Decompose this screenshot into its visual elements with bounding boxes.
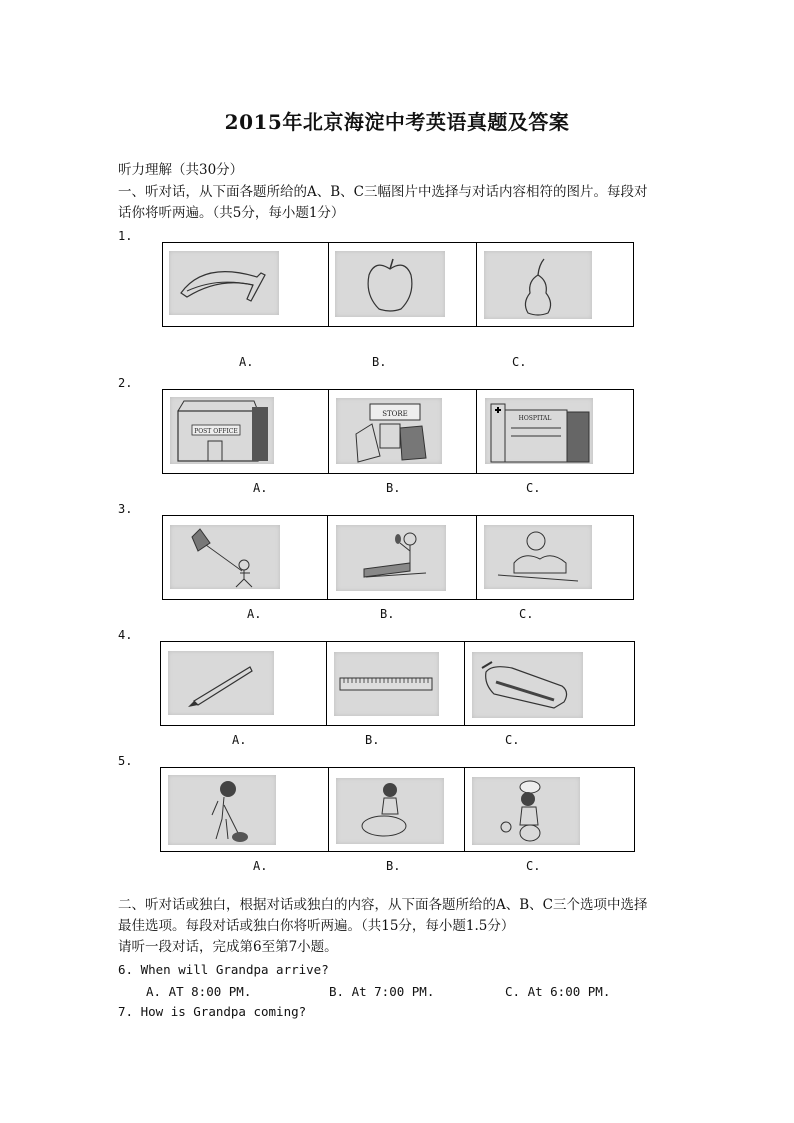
part2-instruction-line1: 二、听对话或独白，根据对话或独白的内容，从下面各题所给的A、B、C三个选项中选择 xyxy=(118,897,648,913)
option-label-a: A. xyxy=(247,607,262,621)
question-number: 1. xyxy=(118,229,133,243)
option-c: C. At 6:00 PM. xyxy=(505,984,611,999)
part1-instruction-line2: 话你将听两遍。（共5分，每小题1分） xyxy=(118,205,345,221)
question-4-picture-grid xyxy=(160,641,635,726)
option-label-b: B. xyxy=(365,733,380,747)
question-2-picture-grid xyxy=(162,389,634,474)
option-cell-b xyxy=(329,768,464,851)
option-label-a: A. xyxy=(253,859,268,873)
option-label-b: B. xyxy=(386,481,401,495)
option-label-c: C. xyxy=(526,481,541,495)
banana-picture xyxy=(169,251,279,315)
apple-picture xyxy=(335,251,445,317)
option-cell-c xyxy=(477,390,633,473)
option-a: A. AT 8:00 PM. xyxy=(146,984,252,999)
option-cell-a xyxy=(161,642,327,725)
option-label-a: A. xyxy=(239,355,254,369)
option-label-a: A. xyxy=(232,733,247,747)
page-title: 2015年北京海淀中考英语真题及答案 xyxy=(224,110,570,134)
option-label-c: C. xyxy=(526,859,541,873)
option-label-c: C. xyxy=(505,733,520,747)
option-cell-c xyxy=(465,768,634,851)
question-number: 4. xyxy=(118,628,133,642)
option-cell-c xyxy=(465,642,634,725)
part2-sub-instruction: 请听一段对话，完成第6至第7小题。 xyxy=(118,939,338,955)
option-label-b: B. xyxy=(386,859,401,873)
question-6 xyxy=(118,962,329,977)
pencil-picture xyxy=(168,651,274,715)
pear-picture xyxy=(484,251,592,319)
option-cell-a xyxy=(161,768,329,851)
reading-picture xyxy=(484,525,592,589)
pencil-case-picture xyxy=(472,652,583,718)
kite-flying-picture xyxy=(170,525,280,589)
option-cell-a xyxy=(163,516,328,599)
option-label-c: C. xyxy=(512,355,527,369)
cooking-picture xyxy=(472,777,580,845)
question-text: When will Grandpa arrive? xyxy=(140,962,329,977)
option-cell-b xyxy=(327,642,464,725)
question-number: 2. xyxy=(118,376,133,390)
hospital-picture xyxy=(485,398,593,464)
post-office-picture xyxy=(170,397,274,464)
question-number: 3. xyxy=(118,502,133,516)
question-5-picture-grid xyxy=(160,767,635,852)
option-cell-a xyxy=(163,243,329,326)
option-label-b: B. xyxy=(380,607,395,621)
question-text: How is Grandpa coming? xyxy=(140,1004,307,1019)
option-cell-b xyxy=(328,516,476,599)
store-picture xyxy=(336,398,442,464)
section-heading: 听力理解（共30分） xyxy=(118,162,244,178)
ruler-picture xyxy=(334,652,439,716)
option-cell-c xyxy=(477,516,633,599)
question-number: 7. xyxy=(118,1004,134,1019)
svg-text:POST OFFICE: POST OFFICE xyxy=(194,428,238,435)
option-b: B. At 7:00 PM. xyxy=(329,984,435,999)
question-number: 6. xyxy=(118,962,134,977)
option-label-b: B. xyxy=(372,355,387,369)
sweeping-picture xyxy=(168,775,276,845)
svg-text:HOSPITAL: HOSPITAL xyxy=(518,415,552,422)
option-cell-c xyxy=(477,243,633,326)
question-7 xyxy=(118,1004,306,1019)
part2-instruction-line2: 最佳选项。每段对话或独白你将听两遍。（共15分，每小题1.5分） xyxy=(118,918,515,934)
ping-pong-picture xyxy=(336,525,446,591)
part1-instruction-line1: 一、听对话，从下面各题所给的A、B、C三幅图片中选择与对话内容相符的图片。每段对 xyxy=(118,184,648,200)
washing-picture xyxy=(336,778,444,844)
option-label-c: C. xyxy=(519,607,534,621)
option-cell-b xyxy=(329,243,476,326)
option-cell-a xyxy=(163,390,329,473)
option-cell-b xyxy=(329,390,476,473)
question-number: 5. xyxy=(118,754,133,768)
question-3-picture-grid xyxy=(162,515,634,600)
svg-text:STORE: STORE xyxy=(382,410,409,418)
option-label-a: A. xyxy=(253,481,268,495)
question-1-picture-grid xyxy=(162,242,634,327)
